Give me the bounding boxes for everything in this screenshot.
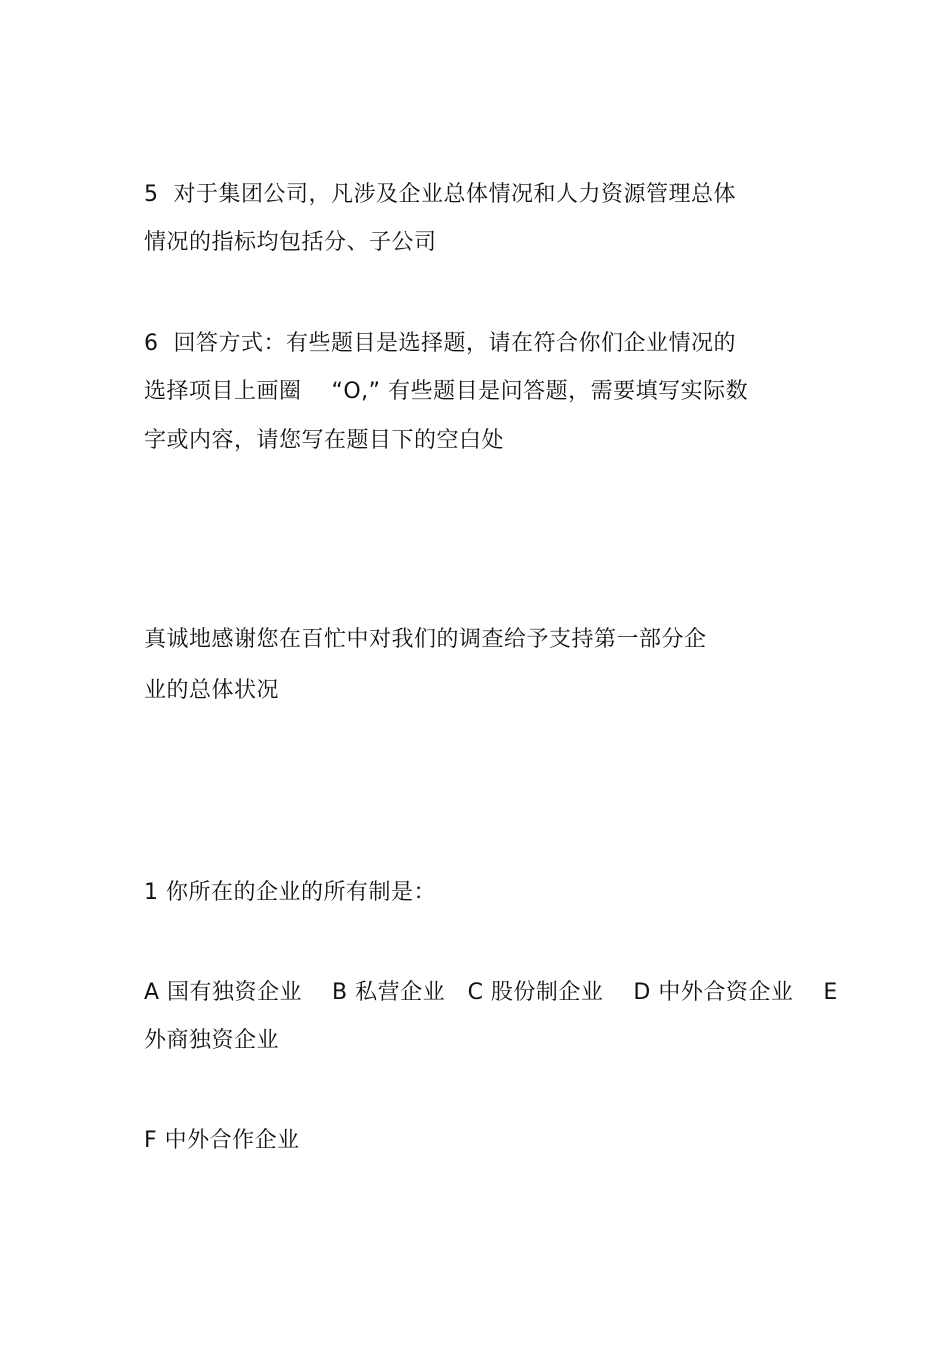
note-6-line-2: 选择项目上画圈 “O,” 有些题目是问答题，需要填写实际数	[144, 379, 749, 404]
option-f: F 中外合作企业	[144, 1128, 300, 1153]
note-5-line-2: 情况的指标均包括分、子公司	[144, 230, 437, 255]
options-line-2: 外商独资企业	[144, 1028, 280, 1053]
note-5-line-1: 5 对于集团公司，凡涉及企业总体情况和人力资源管理总体	[144, 182, 736, 207]
question-1: 1 你所在的企业的所有制是：	[144, 880, 436, 905]
thanks-line-1: 真诚地感谢您在百忙中对我们的调查给予支持第一部分企	[144, 627, 707, 652]
section-title-line: 业的总体状况	[144, 678, 280, 703]
note-6-line-3: 字或内容，请您写在题目下的空白处	[144, 428, 505, 453]
options-line-1: A 国有独资企业 B 私营企业 C 股份制企业 D 中外合资企业 E	[144, 980, 838, 1005]
note-6-line-1: 6 回答方式：有些题目是选择题，请在符合你们企业情况的	[144, 331, 736, 356]
